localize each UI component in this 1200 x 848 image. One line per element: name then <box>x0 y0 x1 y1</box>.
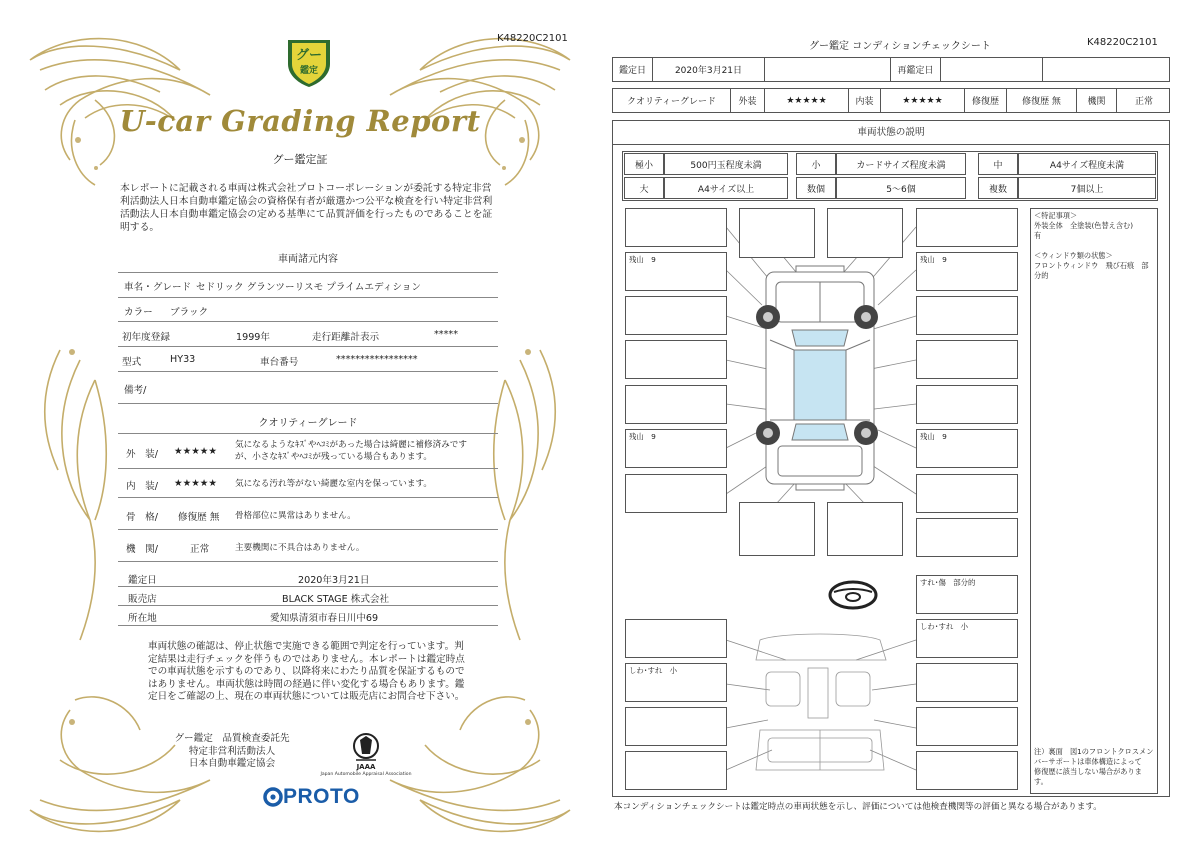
quality-label: クオリティーグレード <box>613 89 731 112</box>
chassis-value: ***************** <box>336 354 418 365</box>
box-l5 <box>625 385 727 424</box>
dealer-value: BLACK STAGE 株式会社 <box>282 594 390 605</box>
exterior-row <box>118 434 498 469</box>
exterior-stars: ★★★★★ <box>765 89 849 112</box>
tire-rear-right-icon <box>854 421 878 445</box>
box-r9 <box>916 619 1018 658</box>
box-r1 <box>916 208 1018 247</box>
special-notes-panel <box>1030 208 1158 794</box>
special-heading: ＜特記事項＞ <box>1034 211 1078 220</box>
engine-label: 機関 <box>1077 89 1117 112</box>
frame-desc: 骨格部位に異常はありません。 <box>235 511 356 521</box>
engine-value: 正常 <box>1134 97 1153 107</box>
first-reg-row <box>118 322 498 347</box>
car-name-row <box>118 274 498 298</box>
mileage-value: ***** <box>434 329 458 340</box>
window-heading: ＜ウィンドウ類の状態＞ <box>1034 251 1113 260</box>
issuer-line-3: 日本自動車鑑定協会 <box>188 758 276 770</box>
box-l6 <box>625 429 727 468</box>
legend-xs-value: 500円玉程度未満 <box>664 153 788 175</box>
remarks-label: 備考/ <box>124 385 147 396</box>
frame-value: 修復歴 無 <box>178 512 220 523</box>
box-l3 <box>625 296 727 335</box>
window-line-2: 分的 <box>1034 271 1049 280</box>
box-r7 <box>916 474 1018 513</box>
color-row <box>118 298 498 322</box>
box-b2 <box>827 502 903 556</box>
right-rear-tire-note: 残山 9 <box>920 432 947 441</box>
issuer-line-1: グー鑑定 品質検査委託先 <box>174 733 290 744</box>
legend-xs-label: 極小 <box>624 153 664 175</box>
window-line-1: フロントウィンドウ 飛び石痕 部 <box>1034 261 1149 270</box>
box-r4 <box>916 340 1018 379</box>
bottom-note-4: す。 <box>1034 777 1048 786</box>
box-t1 <box>739 208 815 258</box>
interior-desc: 気になる汚れ等がない綺麗な室内を保っています。 <box>235 479 432 489</box>
date-value: 2020年3月21日 <box>653 58 765 81</box>
legend-m-label: 中 <box>978 153 1018 175</box>
model-row <box>118 347 498 372</box>
jaaa-english-name: Japan Automobile Appraisal Association <box>320 772 412 777</box>
certificate-subtitle: グー鑑定証 <box>272 153 328 166</box>
box-l7 <box>625 474 727 513</box>
date-label: 鑑定日 <box>613 58 653 81</box>
appraisal-date-label: 鑑定日 <box>128 575 157 586</box>
steering-note: すれ･傷 部分的 <box>920 578 976 587</box>
legend-count-value: 5〜6個 <box>836 177 966 199</box>
legend-s-label: 小 <box>796 153 836 175</box>
condition-check-sheet <box>600 0 1200 848</box>
left-rear-tire-note: 残山 9 <box>629 432 656 441</box>
bottom-note-3: 修復歴に該当しない場合がありま <box>1034 767 1142 776</box>
interior-stars: ★★★★★ <box>174 478 218 489</box>
box-r10 <box>916 663 1018 702</box>
sheet-id: K48220C2101 <box>1087 37 1158 48</box>
goo-appraisal-badge-icon <box>284 34 334 88</box>
legend-s-value: カードサイズ程度未満 <box>836 153 966 175</box>
bottom-note-1: 注）裏面 図1のフロントクロスメン <box>1034 747 1154 756</box>
box-r11 <box>916 707 1018 746</box>
appraisal-date-row <box>118 568 498 587</box>
specs-heading: 車両諸元内容 <box>278 254 338 265</box>
script-title: U-car Grading Report <box>119 104 481 138</box>
exterior-desc-2: が、小さなｷｽﾞやﾍｺﾐが残っている場合もあります。 <box>235 452 432 462</box>
box-l9 <box>625 663 727 702</box>
repair-label: 修復歴 <box>965 89 1007 112</box>
dealer-row <box>118 587 498 606</box>
box-t2 <box>827 208 903 258</box>
remarks-row <box>118 372 498 404</box>
interior-label: 内装 <box>849 89 881 112</box>
certificate-intro: 本レポートに記載される車両は株式会社プロトコーポレーションが委託する特定非営利活動法人日本自動車鑑定協会の資格保有者が厳選かつ公平な検査を行い特定非営利活動法人日本自動車鑑定協会の定める基準にて品質評価を行ったものであることを証明する。 <box>120 183 493 233</box>
certificate-id: K48220C2101 <box>497 33 568 44</box>
steering-wheel-icon <box>830 582 876 608</box>
frame-label: 骨 格/ <box>126 512 159 523</box>
box-b1 <box>739 502 815 556</box>
box-r8 <box>916 518 1018 557</box>
exterior-label: 外 装/ <box>126 449 159 460</box>
legend-m-value: A4サイズ程度未満 <box>1018 153 1156 175</box>
reappraisal-label: 再鑑定日 <box>891 58 941 81</box>
legend-count-label: 数個 <box>796 177 836 199</box>
box-l1 <box>625 208 727 247</box>
interior-row <box>118 469 498 498</box>
special-line-2: 有 <box>1034 231 1042 240</box>
legend-multi-value: 7個以上 <box>1018 177 1156 199</box>
address-value: 愛知県清須市春日川中69 <box>270 613 379 624</box>
special-line-1: 外装全体 全塗装(色替え含む) <box>1034 221 1134 230</box>
legend-multi-label: 複数 <box>978 177 1018 199</box>
box-r5 <box>916 385 1018 424</box>
left-front-tire-note: 残山 9 <box>629 255 656 264</box>
box-steering <box>916 575 1018 614</box>
interior-label: 内 装/ <box>126 481 159 492</box>
seat-right-note: しわ･すれ 小 <box>920 622 969 631</box>
tire-front-left-icon <box>756 305 780 329</box>
sheet-footer: 本コンディションチェックシートは鑑定時点の車両状態を示し、評価については他検査機関等の評価と異なる場合があります。 <box>614 802 1102 812</box>
car-name-value: セドリック グランツーリスモ プライムエディション <box>196 282 421 293</box>
box-l2 <box>625 252 727 291</box>
issuer-block <box>172 733 292 771</box>
sheet-title: グー鑑定 コンディションチェックシート <box>809 41 991 52</box>
proto-logo-text: PROTO <box>283 785 360 808</box>
first-reg-label: 初年度登録 <box>122 332 170 343</box>
engine-row <box>118 530 498 562</box>
dealer-label: 販売店 <box>128 594 157 605</box>
engine-value: 正常 <box>190 544 210 555</box>
badge-top-text: グー <box>295 48 323 63</box>
specs-rule <box>118 272 498 273</box>
certificate-notice: 車両状態の確認は、停止状態で実施できる範囲で判定を行っています。判定結果は走行チェックを伴うものではありません。本レポートは鑑定時点での車両状態を示すものであり、以降将来にわたり品質を保証するものではありません。車両状態は時間の経過に伴い変化する場合もあります。鑑定日をご確認の上、現在の車両状態については販売店にお問合せ下さい。 <box>148 641 465 703</box>
box-l4 <box>625 340 727 379</box>
color-label: カラー <box>124 307 153 318</box>
badge-bottom-text: 鑑定 <box>299 66 319 76</box>
repair-value: 修復歴 無 <box>1007 89 1077 112</box>
mileage-label: 走行距離計表示 <box>312 332 380 343</box>
state-heading: 車両状態の説明 <box>612 120 1170 145</box>
exterior-desc-1: 気になるようなｷｽﾞやﾍｺﾐがあった場合は綺麗に補修済みです <box>235 440 467 450</box>
engine-label: 機 関/ <box>126 544 159 555</box>
car-name-label: 車名・グレード <box>124 282 192 293</box>
color-value: ブラック <box>170 307 209 318</box>
model-label: 型式 <box>122 357 142 368</box>
issuer-line-2: 特定非営利活動法人 <box>188 745 276 757</box>
first-reg-value: 1999年 <box>236 332 271 343</box>
box-r3 <box>916 296 1018 335</box>
seat-left-note: しわ･すれ 小 <box>629 666 678 675</box>
appraisal-date-value: 2020年3月21日 <box>298 575 370 586</box>
chassis-label: 車台番号 <box>260 357 299 368</box>
exterior-stars: ★★★★★ <box>174 446 218 457</box>
interior-stars: ★★★★★ <box>881 89 965 112</box>
box-l11 <box>625 751 727 790</box>
frame-row <box>118 498 498 530</box>
model-value: HY33 <box>170 354 196 365</box>
box-l10 <box>625 707 727 746</box>
address-label: 所在地 <box>128 613 157 624</box>
jaaa-text: JAAA <box>356 763 376 771</box>
exterior-label: 外装 <box>731 89 765 112</box>
legend-l-value: A4サイズ以上 <box>664 177 788 199</box>
right-front-tire-note: 残山 9 <box>920 255 947 264</box>
box-r12 <box>916 751 1018 790</box>
bottom-note-2: バーサポートは車体構造によって <box>1034 757 1142 766</box>
box-l8 <box>625 619 727 658</box>
legend-l-label: 大 <box>624 177 664 199</box>
engine-desc: 主要機関に不具合はありません。 <box>235 543 365 553</box>
box-r2 <box>916 252 1018 291</box>
quality-heading: クオリティーグレード <box>258 418 358 429</box>
box-r6 <box>916 429 1018 468</box>
address-row <box>118 606 498 626</box>
tire-front-right-icon <box>854 305 878 329</box>
tire-rear-left-icon <box>756 421 780 445</box>
